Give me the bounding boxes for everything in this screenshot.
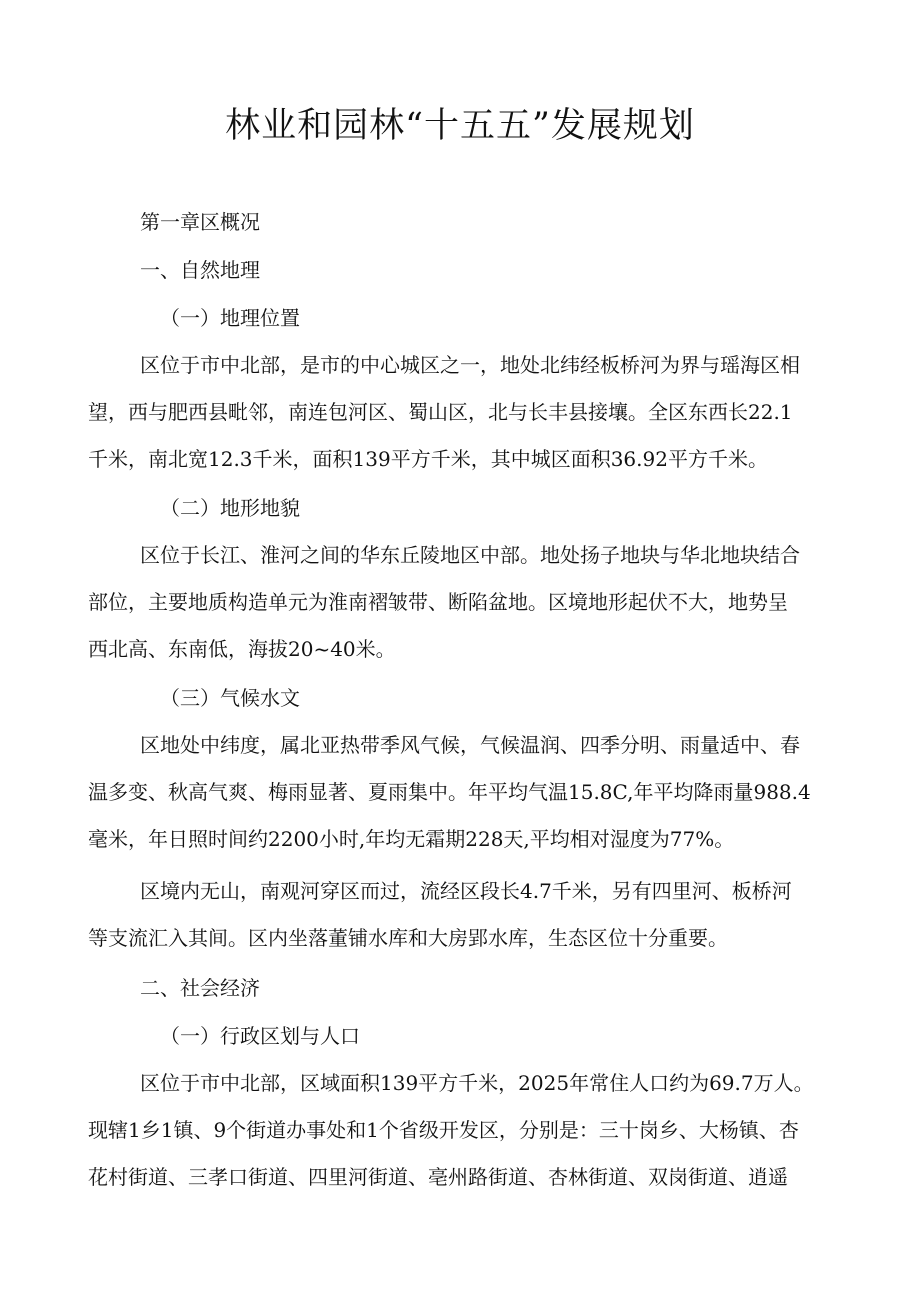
paragraph-line: 等支流汇入其间。区内坐落董铺水库和大房郢水库，生态区位十分重要。 <box>88 926 728 950</box>
subsection-heading-climate: （三）气候水文 <box>160 686 300 710</box>
paragraph-hydrology <box>88 868 858 962</box>
paragraph-line: 现辖1乡1镇、9个街道办事处和1个省级开发区，分别是：三十岗乡、大杨镇、杏 <box>88 1118 799 1142</box>
paragraph-line: 区境内无山，南观河穿区而过，流经区段长4.7千米，另有四里河、板桥河 <box>140 879 792 903</box>
paragraph-line: 西北高、东南低，海拔20~40米。 <box>88 637 396 661</box>
subsection-heading-location: （一）地理位置 <box>160 306 300 330</box>
paragraph-line: 千米，南北宽12.3千米，面积139平方千米，其中城区面积36.92平方千米。 <box>88 447 768 471</box>
paragraph-administration <box>88 1060 858 1201</box>
paragraph-line: 温多变、秋高气爽、梅雨显著、夏雨集中。年平均气温15.8C,年平均降雨量988.4 <box>88 780 811 804</box>
chapter-heading: 第一章区概况 <box>140 210 260 234</box>
paragraph-line: 花村街道、三孝口街道、四里河街道、亳州路街道、杏林街道、双岗街道、逍遥 <box>88 1165 788 1189</box>
subsection-heading-administration: （一）行政区划与人口 <box>160 1024 360 1048</box>
subsection-heading-terrain: （二）地形地貌 <box>160 496 300 520</box>
paragraph-line: 部位，主要地质构造单元为淮南褶皱带、断陷盆地。区境地形起伏不大，地势呈 <box>88 590 788 614</box>
paragraph-line: 区地处中纬度，属北亚热带季风气候，气候温润、四季分明、雨量适中、春 <box>140 733 800 757</box>
paragraph-line: 区位于市中北部，是市的中心城区之一，地处北纬经板桥河为界与瑶海区相 <box>140 353 800 377</box>
section-heading-natural-geography: 一、自然地理 <box>140 258 260 282</box>
paragraph-line: 区位于长江、淮河之间的华东丘陵地区中部。地处扬子地块与华北地块结合 <box>140 543 800 567</box>
paragraph-line: 望，西与肥西县毗邻，南连包河区、蜀山区，北与长丰县接壤。全区东西长22.1 <box>88 400 793 424</box>
document-title: 林业和园林“十五五”发展规划 <box>225 106 695 146</box>
section-heading-social-economy: 二、社会经济 <box>140 976 260 1000</box>
paragraph-line: 区位于市中北部，区域面积139平方千米，2025年常住人口约为69.7万人。 <box>140 1071 814 1095</box>
paragraph-line: 毫米，年日照时间约2200小时,年均无霜期228天,平均相对湿度为77%。 <box>88 827 735 851</box>
paragraph-climate <box>88 722 858 863</box>
paragraph-terrain <box>88 532 858 673</box>
paragraph-location <box>88 342 858 483</box>
